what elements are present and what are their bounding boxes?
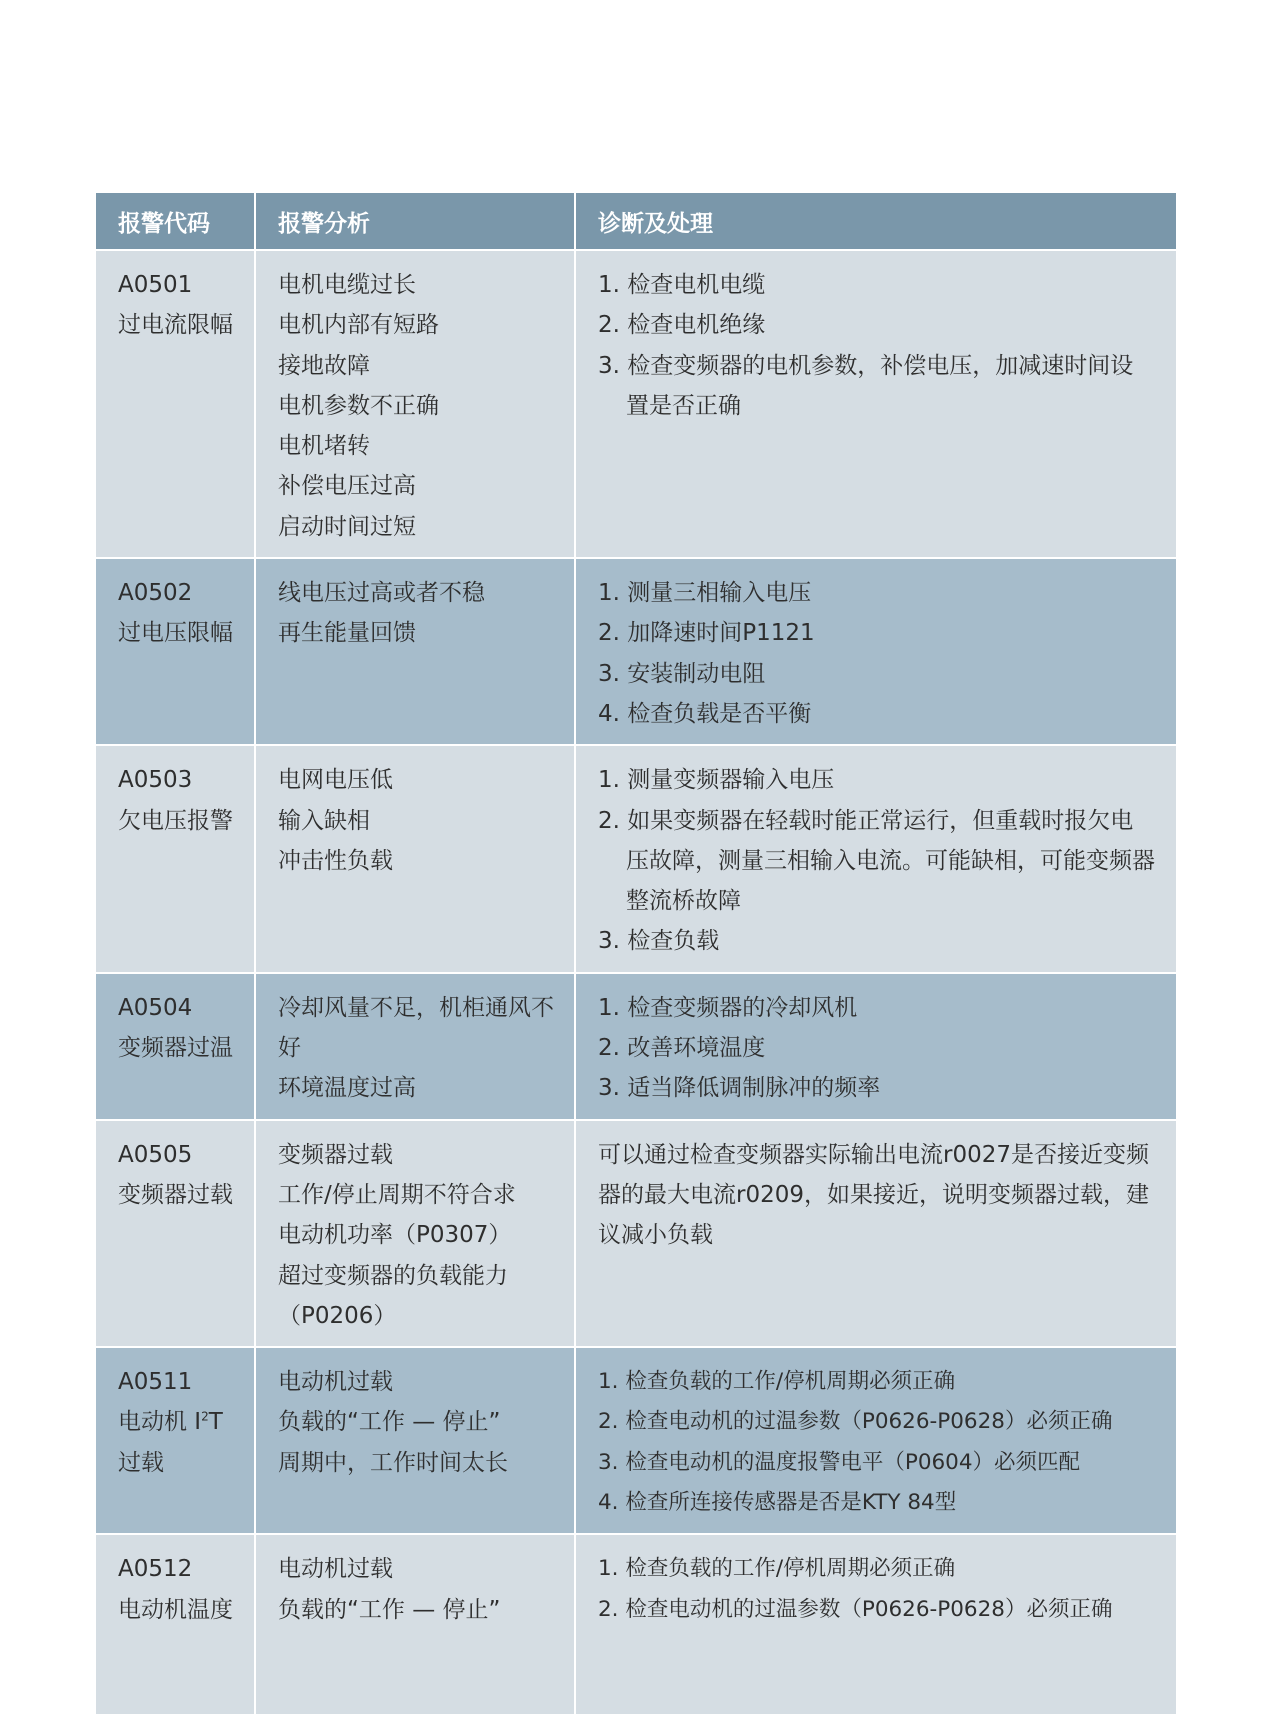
diagnosis-step: 2. 检查电机绝缘 — [598, 312, 766, 339]
alarm-code: A0502 — [118, 580, 193, 607]
analysis-cell — [256, 559, 576, 746]
alarm-code: A0504 — [118, 994, 193, 1021]
diagnosis-step: 4. 检查负载是否平衡 — [598, 700, 812, 727]
diagnosis-text: 可以通过检查变频器实际输出电流r0027是否接近变频器的最大电流r0209，如果接近，说明变频器过载，建议减小负载 — [598, 1141, 1149, 1249]
diagnosis-cell — [576, 1535, 1176, 1716]
analysis-item: 超过变频器的负载能力 — [278, 1262, 508, 1289]
alarm-code: A0501 — [118, 272, 193, 298]
diagnosis-step: 4. 检查所连接传感器是否是KTY 84型 — [598, 1490, 957, 1516]
alarm-name-suffix: T — [208, 1409, 223, 1436]
analysis-cell — [256, 251, 576, 559]
table-row-a0505 — [96, 1121, 1176, 1348]
diagnosis-step: 2. 改善环境温度 — [598, 1035, 766, 1062]
analysis-item: 电动机过载 — [278, 1369, 393, 1396]
alarm-code-cell — [96, 251, 256, 559]
diagnosis-cell — [576, 1121, 1176, 1348]
table-row-a0502 — [96, 559, 1176, 746]
alarm-code-cell — [96, 559, 256, 746]
analysis-item: 工作/停止周期不符合求 — [278, 1181, 516, 1208]
alarm-name: 变频器过温 — [118, 1035, 233, 1062]
diagnosis-step: 3. 检查电动机的温度报警电平（P0604）必须匹配 — [598, 1449, 1081, 1475]
header-row — [96, 193, 1176, 251]
table-row-a0511 — [96, 1348, 1176, 1535]
analysis-item: 电机参数不正确 — [278, 392, 439, 419]
analysis-item: 电机内部有短路 — [278, 312, 439, 339]
analysis-item: 环境温度过高 — [278, 1075, 416, 1102]
header-code: 报警代码 — [96, 193, 256, 251]
analysis-item: 电动机过载 — [278, 1556, 393, 1583]
table-row-a0504 — [96, 974, 1176, 1121]
analysis-item: 启动时间过短 — [278, 513, 416, 540]
analysis-item: 电机堵转 — [278, 433, 370, 460]
analysis-item: 电动机功率（P0307） — [278, 1222, 512, 1249]
diagnosis-step: 1. 检查电机电缆 — [598, 272, 766, 298]
analysis-item: 补偿电压过高 — [278, 473, 416, 500]
analysis-cell — [256, 974, 576, 1121]
alarm-name — [118, 1402, 234, 1442]
table-row-a0503 — [96, 746, 1176, 973]
analysis-item: 负载的“工作 — 停止” — [278, 1596, 501, 1623]
alarm-name: 欠电压报警 — [118, 807, 233, 834]
analysis-item: 输入缺相 — [278, 807, 370, 834]
alarm-code: A0512 — [118, 1556, 193, 1583]
alarm-code-cell — [96, 1121, 256, 1348]
diagnosis-step: 2. 加降速时间P1121 — [598, 620, 815, 647]
header-diagnosis: 诊断及处理 — [576, 193, 1176, 251]
alarm-code-cell — [96, 746, 256, 973]
diagnosis-step: 3. 适当降低调制脉冲的频率 — [598, 1075, 881, 1102]
analysis-item: 线电压过高或者不稳 — [278, 580, 485, 607]
analysis-cell — [256, 1348, 576, 1535]
table-row-a0512 — [96, 1535, 1176, 1716]
alarm-table — [96, 193, 1176, 1716]
alarm-code-cell — [96, 974, 256, 1121]
diagnosis-cell — [576, 559, 1176, 746]
alarm-name: 过电流限幅 — [118, 312, 233, 339]
analysis-item: 再生能量回馈 — [278, 620, 416, 647]
header-analysis: 报警分析 — [256, 193, 576, 251]
analysis-item: 电机电缆过长 — [278, 272, 416, 298]
alarm-name: 变频器过载 — [118, 1181, 233, 1208]
analysis-item: 冷却风量不足，机柜通风不好 — [278, 994, 554, 1062]
analysis-item: 冲击性负载 — [278, 847, 393, 874]
diagnosis-step: 1. 检查负载的工作/停机周期必须正确 — [598, 1556, 956, 1582]
alarm-name-line2: 过载 — [118, 1449, 164, 1476]
analysis-cell — [256, 1121, 576, 1348]
alarm-name-prefix: 电动机 I — [118, 1409, 202, 1436]
analysis-item: 周期中，工作时间太长 — [278, 1449, 508, 1476]
analysis-item: （P0206） — [278, 1302, 397, 1329]
diagnosis-step: 1. 测量三相输入电压 — [598, 580, 812, 607]
diagnosis-cell — [576, 1348, 1176, 1535]
analysis-cell — [256, 746, 576, 973]
diagnosis-step: 2. 如果变频器在轻载时能正常运行，但重载时报欠电压故障，测量三相输入电流。可能缺相，可能变频器整流桥故障 — [598, 807, 1155, 915]
analysis-item: 变频器过载 — [278, 1141, 393, 1168]
diagnosis-step: 3. 检查负载 — [598, 928, 720, 955]
alarm-code: A0503 — [118, 767, 193, 794]
diagnosis-step: 1. 检查变频器的冷却风机 — [598, 994, 858, 1021]
analysis-cell — [256, 1535, 576, 1716]
table-row-a0501 — [96, 251, 1176, 559]
diagnosis-step: 2. 检查电动机的过温参数（P0626-P0628）必须正确 — [598, 1596, 1113, 1622]
analysis-item: 负载的“工作 — 停止” — [278, 1409, 501, 1436]
diagnosis-step: 3. 安装制动电阻 — [598, 660, 766, 687]
alarm-code-cell — [96, 1535, 256, 1716]
diagnosis-cell — [576, 746, 1176, 973]
diagnosis-cell — [576, 974, 1176, 1121]
alarm-code: A0505 — [118, 1141, 193, 1168]
diagnosis-step: 1. 检查负载的工作/停机周期必须正确 — [598, 1369, 956, 1395]
analysis-item: 电网电压低 — [278, 767, 393, 794]
alarm-name-sup: 2 — [201, 1409, 209, 1424]
diagnosis-step: 3. 检查变频器的电机参数，补偿电压，加减速时间设置是否正确 — [598, 352, 1134, 419]
diagnosis-step: 1. 测量变频器输入电压 — [598, 767, 835, 794]
diagnosis-step: 2. 检查电动机的过温参数（P0626-P0628）必须正确 — [598, 1409, 1113, 1435]
alarm-name: 电动机温度 — [118, 1596, 233, 1623]
alarm-name: 过电压限幅 — [118, 620, 233, 647]
analysis-item: 接地故障 — [278, 352, 370, 379]
alarm-code: A0511 — [118, 1369, 193, 1396]
alarm-code-cell — [96, 1348, 256, 1535]
diagnosis-cell — [576, 251, 1176, 559]
